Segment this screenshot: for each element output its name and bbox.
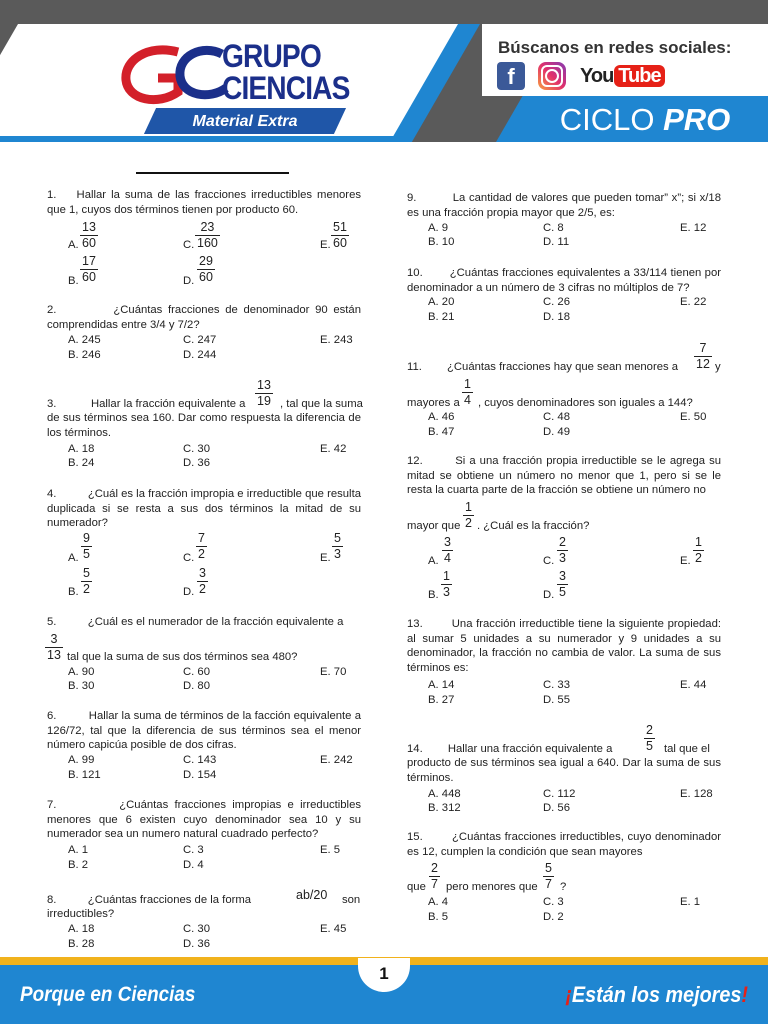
- option-d-label: D.: [543, 589, 555, 601]
- option-a: A. 448: [428, 788, 461, 800]
- option-a: A. 20: [428, 296, 455, 308]
- question-6: 6. Hallar la suma de términos de la facción equivalente a 126/72, tal que la diferencia de sus términos sea el menor número capicúa posible de dos cifras.: [47, 710, 361, 751]
- question-5-end: tal que la suma de sus dos términos sea 480?: [67, 651, 298, 663]
- option-a-fraction: $\frac{13}{60}$: [82, 220, 96, 250]
- option-d: D. 18: [543, 311, 571, 323]
- option-d-fraction: $\frac{3}{2}$: [199, 566, 206, 596]
- question-8-end: irreductibles?: [47, 908, 115, 920]
- option-e: E. 70: [320, 666, 347, 678]
- logo-gc-icon: [118, 40, 238, 110]
- facebook-icon[interactable]: f: [497, 62, 525, 90]
- option-e: E. 5: [320, 844, 341, 856]
- option-e: E. 243: [320, 334, 353, 346]
- option-d-fraction: $\frac{29}{60}$: [199, 254, 213, 284]
- option-b-label: B.: [68, 586, 79, 598]
- page-number: 1: [379, 964, 389, 983]
- option-c: C. 30: [183, 443, 211, 455]
- material-label: Material Extra: [192, 113, 298, 130]
- option-c: C. 3: [183, 844, 204, 856]
- option-b: B. 312: [428, 802, 461, 814]
- option-c: C. 112: [543, 788, 576, 800]
- question-15-line2a: que: [407, 881, 426, 893]
- question-3-fraction: $\frac{13}{19}$: [257, 378, 271, 408]
- question-15-line2b: pero menores que: [446, 881, 538, 893]
- option-e: E. 50: [680, 411, 707, 423]
- question-10: 10. ¿Cuántas fracciones equivalentes a 33/114 tienen por denominador a un número de 3 cifras no múltiplos de 7?: [407, 267, 721, 294]
- question-8-expression: ab/20: [296, 888, 328, 902]
- option-e-label: E.: [680, 555, 691, 567]
- option-c-label: C.: [183, 239, 195, 251]
- question-4: 4. ¿Cuál es la fracción impropia e irreductible que resulta duplicada si se resta a sus dos términos la mitad de su numerador?: [47, 488, 361, 529]
- option-e-label: E.: [320, 552, 331, 564]
- option-d: D. 11: [543, 236, 570, 248]
- option-e: E. 42: [320, 443, 347, 455]
- question-14-start: 14. Hallar una fracción equivalente a: [407, 743, 613, 755]
- option-a-fraction: $\frac{9}{5}$: [83, 531, 90, 561]
- question-11-line2b: , cuyos denominadores son iguales a 144?: [478, 397, 693, 409]
- option-a: A. 90: [68, 666, 95, 678]
- option-d: D. 244: [183, 349, 217, 361]
- option-a: A. 9: [428, 222, 449, 234]
- question-11-fraction-b: $\frac{1}{4}$: [464, 377, 471, 407]
- cycle-title: CICLO PRO: [559, 102, 731, 137]
- option-a-label: A.: [68, 552, 79, 564]
- option-d: D. 154: [183, 769, 217, 781]
- option-e-fraction: $\frac{51}{60}$: [333, 220, 347, 250]
- option-e: E. 1: [680, 896, 701, 908]
- question-14-fraction: $\frac{2}{5}$: [646, 723, 653, 753]
- option-d: D. 49: [543, 426, 571, 438]
- option-e: E. 12: [680, 222, 707, 234]
- option-c: C. 3: [543, 896, 564, 908]
- option-e-fraction: $\frac{5}{3}$: [334, 531, 341, 561]
- question-3-start: 3. Hallar la fracción equivalente a: [47, 398, 246, 410]
- option-e: E. 45: [320, 923, 347, 935]
- option-c-label: C.: [183, 552, 195, 564]
- option-a-fraction: $\frac{3}{4}$: [444, 535, 451, 565]
- option-b: B. 27: [428, 694, 455, 706]
- question-8-start: 8. ¿Cuántas fracciones de la forma: [47, 894, 252, 906]
- option-d: D. 36: [183, 938, 211, 950]
- question-12-line2a: mayor que: [407, 520, 461, 532]
- option-c: C. 247: [183, 334, 217, 346]
- question-3-mid: , tal que la suma: [280, 398, 363, 410]
- option-b-label: B.: [428, 589, 439, 601]
- social-title: Búscanos en redes sociales:: [498, 38, 732, 57]
- option-e-fraction: $\frac{1}{2}$: [695, 535, 702, 565]
- question-14-mid: tal que el: [664, 743, 710, 755]
- option-d: D. 2: [543, 911, 564, 923]
- option-c-label: C.: [543, 555, 555, 567]
- question-9: 9. La cantidad de valores que pueden tomar” x”; si x/18 es una fracción propia mayor que 2/5, es:: [407, 192, 721, 219]
- option-b-label: B.: [68, 275, 79, 287]
- title-rule: [136, 172, 289, 174]
- option-c: C. 60: [183, 666, 211, 678]
- option-b: B. 21: [428, 311, 455, 323]
- option-d-label: D.: [183, 586, 195, 598]
- option-a: A. 18: [68, 443, 95, 455]
- option-d-label: D.: [183, 275, 195, 287]
- option-b-fraction: $\frac{1}{3}$: [443, 569, 450, 599]
- option-a: A. 14: [428, 679, 455, 691]
- question-15-line2c: ?: [560, 881, 567, 893]
- option-c-fraction: $\frac{23}{160}$: [197, 220, 218, 250]
- question-12-line2b: . ¿Cuál es la fracción?: [477, 520, 590, 532]
- option-b: B. 30: [68, 680, 95, 692]
- option-b-fraction: $\frac{17}{60}$: [82, 254, 96, 284]
- option-a: A. 18: [68, 923, 95, 935]
- instagram-icon[interactable]: [538, 62, 566, 90]
- option-b: B. 28: [68, 938, 95, 950]
- option-a: A. 99: [68, 754, 95, 766]
- question-15-fraction-b: $\frac{5}{7}$: [545, 861, 552, 891]
- option-d-fraction: $\frac{3}{5}$: [559, 569, 566, 599]
- question-11-line2a: mayores a: [407, 397, 460, 409]
- option-a: A. 245: [68, 334, 101, 346]
- footer-slogan-right: ¡Están los mejores!: [565, 982, 748, 1007]
- option-d: D. 4: [183, 859, 204, 871]
- question-3: de sus términos sea 160. Dar como respuesta la diferencia de los términos.: [47, 412, 361, 439]
- question-7: 7. ¿Cuántas fracciones impropias e irreductibles menores que 6 existen cuyo denominador sea 10 y su numerador sea un numero natural cuadrado perfecto?: [47, 799, 361, 840]
- option-e: E. 22: [680, 296, 707, 308]
- option-e: E. 44: [680, 679, 707, 691]
- option-c: C. 26: [543, 296, 571, 308]
- footer-slogan-left: Porque en Ciencias: [20, 983, 196, 1006]
- question-5: 5. ¿Cuál es el numerador de la fracción equivalente a: [47, 616, 344, 628]
- option-d: D. 80: [183, 680, 211, 692]
- question-5-fraction: $\frac{3}{13}$: [47, 632, 61, 662]
- logo-text: GRUPO CIENCIAS: [222, 38, 350, 106]
- question-8-mid: son: [342, 894, 361, 906]
- option-a: A. 4: [428, 896, 449, 908]
- question-15-fraction-a: $\frac{2}{7}$: [431, 861, 438, 891]
- option-a: A. 46: [428, 411, 455, 423]
- option-c: C. 33: [543, 679, 571, 691]
- option-c-fraction: $\frac{7}{2}$: [198, 531, 205, 561]
- option-b-fraction: $\frac{5}{2}$: [83, 566, 90, 596]
- option-b: B. 2: [68, 859, 89, 871]
- question-13: 13. Una fracción irreductible tiene la siguiente propiedad: al sumar 5 unidades a su numerador y 9 unidades a su denominador, la fracción no cambia de valor. La suma de sus términos es:: [407, 618, 721, 674]
- option-b: B. 246: [68, 349, 101, 361]
- question-11-mid: y: [715, 361, 721, 373]
- question-11-fraction-a: $\frac{7}{12}$: [696, 341, 710, 371]
- option-b: B. 47: [428, 426, 455, 438]
- question-1: 1. Hallar la suma de las fracciones irreductibles menores que 1, cuyos dos términos tienen por producto 60.: [47, 189, 361, 216]
- option-b: B. 5: [428, 911, 449, 923]
- question-12: 12. Si a una fracción propia irreductible se le agrega su mitad se obtiene un número no menor que 1, pero si se le resta la cuarta parte de la fracción se obtiene un número no: [407, 455, 721, 496]
- option-d: D. 55: [543, 694, 571, 706]
- option-a-label: A.: [68, 239, 79, 251]
- option-e: E. 242: [320, 754, 353, 766]
- option-c: C. 30: [183, 923, 211, 935]
- youtube-icon[interactable]: You Tube: [580, 62, 665, 90]
- question-11-start: 11. ¿Cuántas fracciones hay que sean menores a: [407, 361, 679, 373]
- option-c: C. 143: [183, 754, 217, 766]
- option-a-label: A.: [428, 555, 439, 567]
- option-c: C. 48: [543, 411, 571, 423]
- question-14: producto de sus términos sea igual a 640. Dar la suma de sus términos.: [407, 757, 721, 784]
- option-b: B. 10: [428, 236, 455, 248]
- option-d: D. 36: [183, 457, 211, 469]
- option-c: C. 8: [543, 222, 564, 234]
- option-b: B. 121: [68, 769, 101, 781]
- option-e: E. 128: [680, 788, 713, 800]
- option-c-fraction: $\frac{2}{3}$: [559, 535, 566, 565]
- question-12-fraction: $\frac{1}{2}$: [465, 500, 472, 530]
- question-2: 2. ¿Cuántas fracciones de denominador 90 están comprendidas entre 3/4 y 7/2?: [47, 304, 361, 331]
- option-d: D. 56: [543, 802, 571, 814]
- option-a: A. 1: [68, 844, 89, 856]
- option-e-label: E.: [320, 239, 331, 251]
- option-b: B. 24: [68, 457, 95, 469]
- question-15: 15. ¿Cuántas fracciones irreductibles, cuyo denominador es 12, cumplen la condición que sean mayores: [407, 831, 721, 858]
